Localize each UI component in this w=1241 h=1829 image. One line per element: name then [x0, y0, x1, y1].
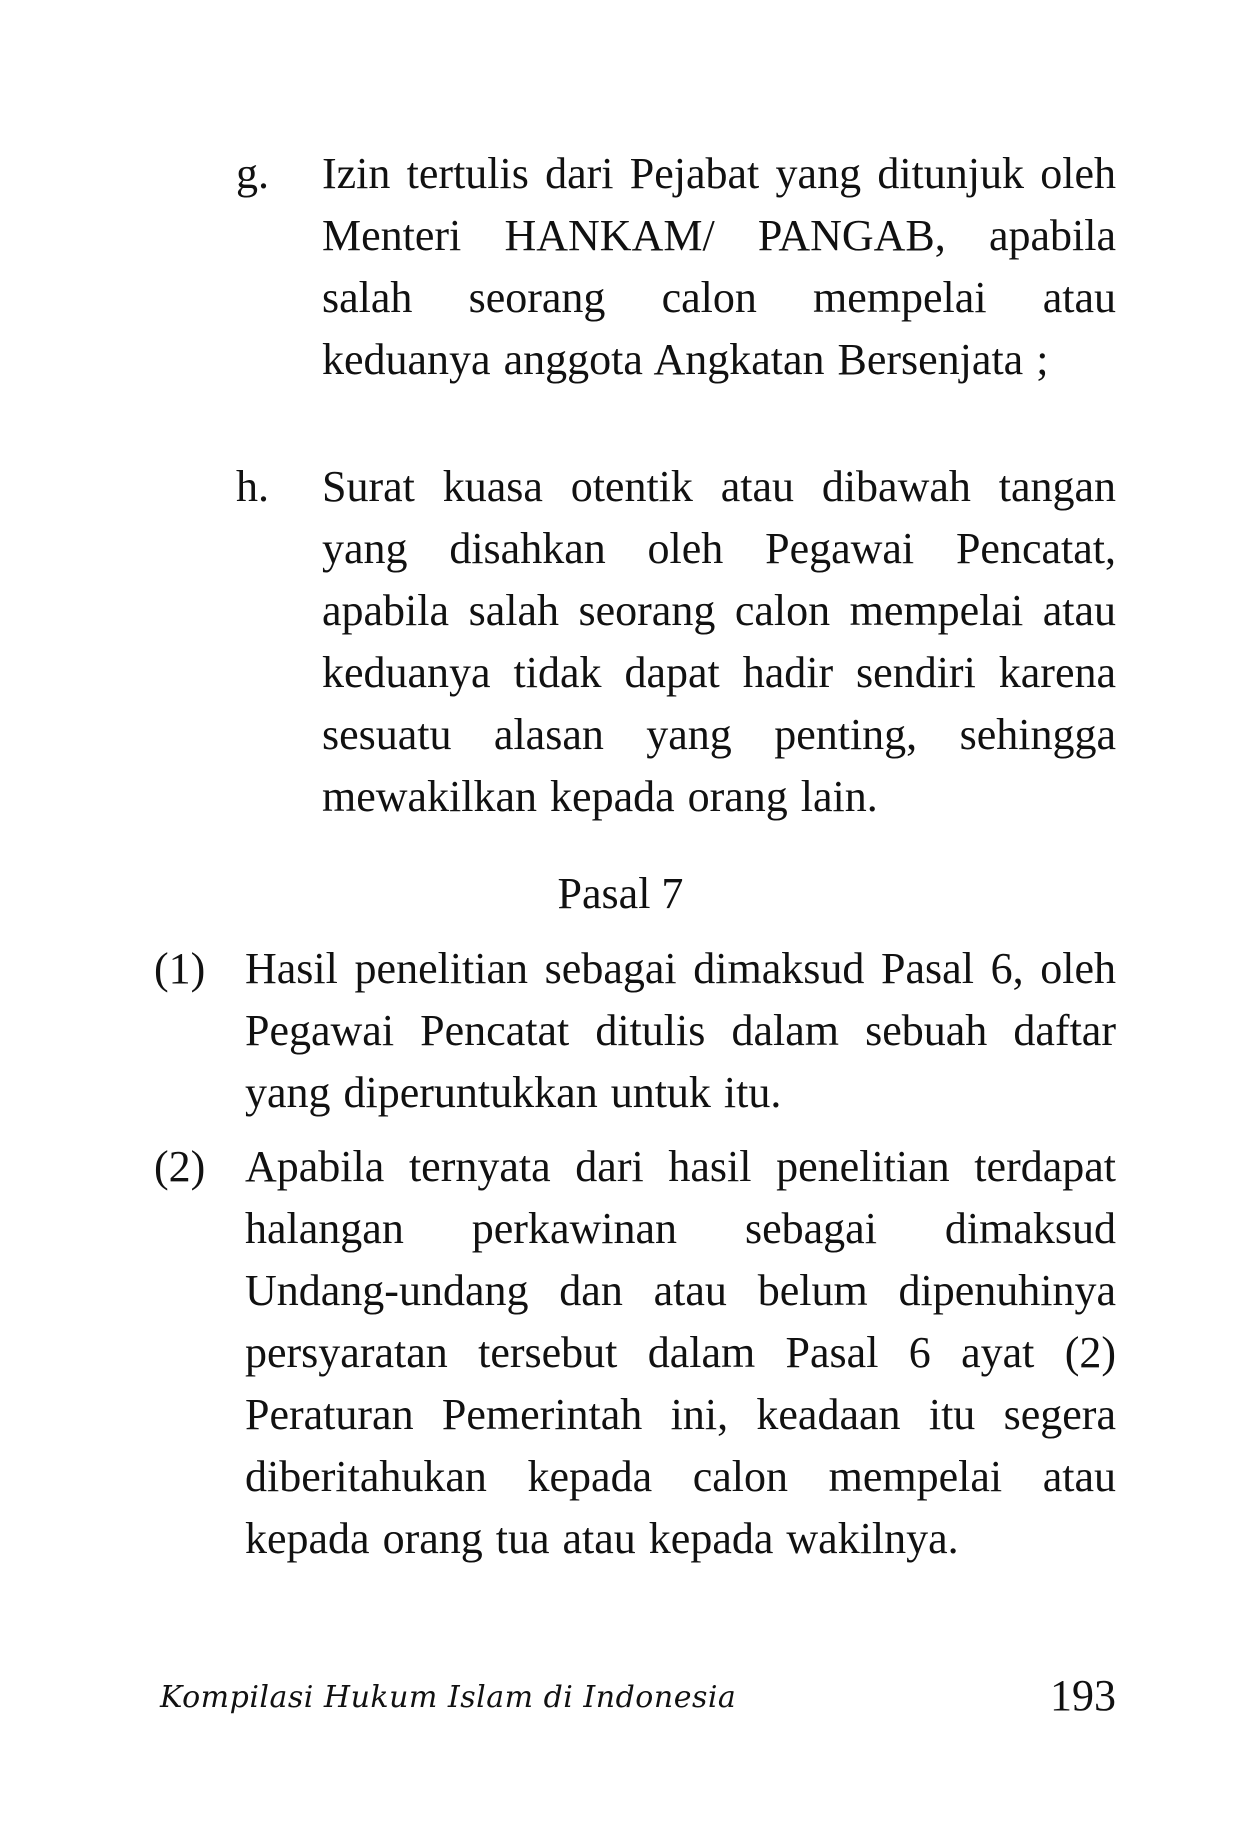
- page-number: 193: [1050, 1671, 1116, 1720]
- clause-marker-1: (1): [154, 944, 206, 993]
- clause-marker-2: (2): [154, 1142, 206, 1191]
- footer-book-title: Kompilasi Hukum Islam di Indonesia: [160, 1680, 737, 1715]
- list-marker-g: g.: [236, 149, 269, 198]
- list-text-g: Izin tertulis dari Pejabat yang ditunjuk oleh Menteri HANKAM/ PANGAB, apabila salah seorang calon mempelai atau keduanya anggota Angkatan Bersenjata ;: [322, 149, 1116, 384]
- clause-text-1: Hasil penelitian sebagai dimaksud Pasal 6, oleh Pegawai Pencatat ditulis dalam sebuah daftar yang diperuntukkan untuk itu.: [245, 944, 1116, 1117]
- clause-text-2: Apabila ternyata dari hasil penelitian terdapat halangan perkawinan sebagai dimaksud Undang-undang dan atau belum dipenuhinya persyaratan tersebut dalam Pasal 6 ayat (2) Peraturan Pemerintah ini, keadaan itu segera diberitahukan kepada calon mempelai atau kepada orang tua atau kepada wakilnya.: [245, 1142, 1116, 1563]
- list-marker-h: h.: [236, 462, 269, 511]
- section-heading-pasal-7: Pasal 7: [557, 869, 684, 918]
- list-text-h: Surat kuasa otentik atau dibawah tangan yang disahkan oleh Pegawai Pencatat, apabila salah seorang calon mempelai atau keduanya tidak dapat hadir sendiri karena sesuatu alasan yang penting, sehingga mewakilkan kepada orang lain.: [322, 462, 1116, 821]
